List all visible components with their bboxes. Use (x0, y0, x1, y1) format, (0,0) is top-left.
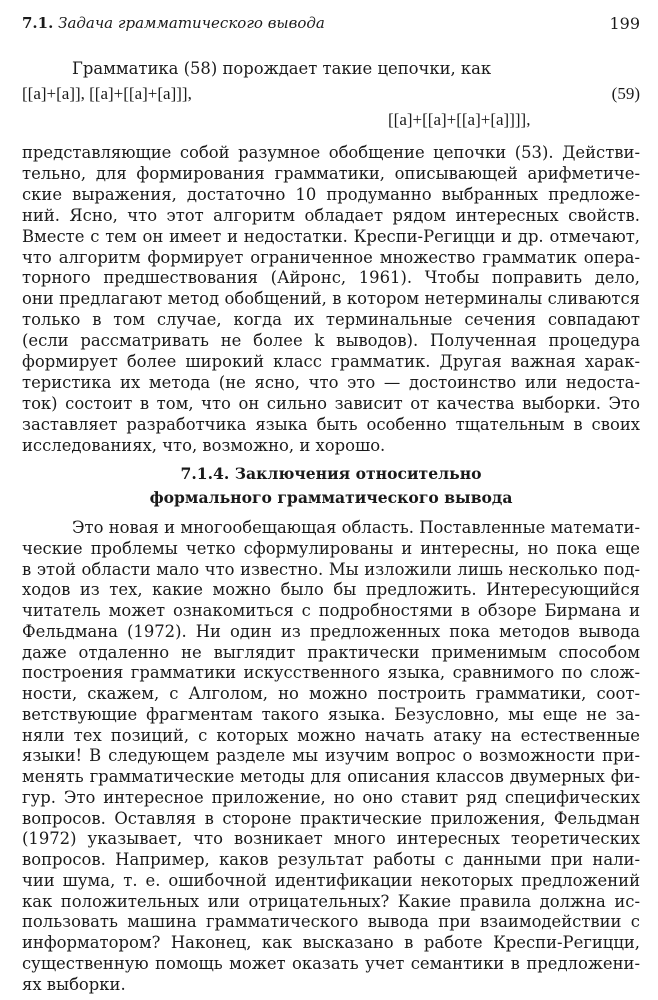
text-line: ветствующие фрагментам такого языка. Безусловно, мы еще не за- (22, 704, 640, 724)
text-line: гур. Это интересное приложение, но оно ставит ряд специфических (22, 787, 640, 807)
text-line: они предлагают метод обобщений, в котором нетерминалы сливаются (22, 289, 640, 309)
text-line: Вместе с тем он имеет и недостатки. Креспи-Регицци и др. отмечают, (22, 226, 640, 246)
text-line: даже отдаленно не выглядит практически применимым способом (22, 642, 640, 662)
text-line: что алгоритм формирует ограниченное множество грамматик опера- (22, 247, 640, 267)
text-line: ческие проблемы четко сформулированы и интересны, но пока еще (22, 538, 640, 558)
text-line: менять грамматические методы для описания классов двумерных фи- (22, 767, 640, 786)
text-line: исследованиях, что, возможно, и хорошо. (22, 435, 386, 455)
text-line: формирует более широкий класс грамматик. Другая важная харак- (22, 352, 640, 371)
formula-number: (59) (611, 84, 640, 103)
text-line: Фельдмана (1972). Ни один из предложенных пока методов вывода (22, 621, 640, 641)
text-line: теристика их метода (не ясно, что это — достоинство или недоста- (22, 372, 640, 392)
running-title-number: 7.1. (22, 14, 54, 32)
page-header (22, 10, 640, 40)
text-line: ности, скажем, с Алголом, но можно построить грамматики, соот- (22, 684, 640, 703)
text-line: Это новая и многообещающая область. Поставленные математи- (72, 518, 640, 537)
text-line: вопросов. Оставляя в стороне практические приложения, Фельдман (22, 808, 640, 828)
text-line: тельно, для формирования грамматики, описывающей арифметиче- (22, 163, 640, 183)
text-line: существенную помощь может оказать учет семантики в предложени- (22, 953, 640, 973)
section-heading-line-1: 7.1.4. Заключения относительно (180, 464, 482, 483)
text-line: ские выражения, достаточно 10 продуманно выбранных предложе- (22, 184, 640, 204)
text-line: как положительных или отрицательных? Какие правила должна ис- (22, 891, 640, 911)
text-line: ток) состоит в том, что он сильно зависит от качества выборки. Это (22, 393, 640, 413)
text-line: языки! В следующем разделе мы изучим вопрос о возможности при- (22, 746, 640, 766)
page-number: 199 (609, 14, 640, 33)
formula-line-1: [[a]+[a]], [[a]+[[a]+[a]]], (22, 84, 192, 103)
text-line: только в том случае, когда их терминальные сечения совпадают (22, 310, 640, 330)
text-line: ях выборки. (22, 974, 126, 994)
running-title-text: Задача грамматического вывода (58, 14, 325, 32)
text-line: (если рассматривать не более k выводов). Полученная процедура (22, 331, 640, 351)
text-line: представляющие собой разумное обобщение цепочки (53). Действи- (22, 143, 640, 162)
text-line: вопросов. Например, каков результат работы с данными при нали- (22, 850, 640, 869)
text-line: в этой области мало что известно. Мы изложили лишь несколько под- (22, 559, 640, 579)
text-line: торного предшествования (Айронс, 1961). Чтобы поправить дело, (22, 268, 640, 288)
section-heading-line-2: формального грамматического вывода (149, 488, 513, 507)
text-line: построения грамматики искусственного языка, сравнимого по слож- (22, 663, 640, 683)
intro-line: Грамматика (58) порождает такие цепочки, как (72, 59, 492, 78)
text-line: заставляет разработчика языка быть особенно тщательным в своих (22, 414, 640, 434)
text-line: (1972) указывает, что возникает много интересных теоретических (22, 829, 640, 849)
text-line: чии шума, т. е. ошибочной идентификации некоторых предложений (22, 870, 640, 890)
text-line: ний. Ясно, что этот алгоритм обладает рядом интересных свойств. (22, 205, 640, 225)
text-line: пользовать машина грамматического вывода при взаимодействии с (22, 912, 640, 932)
text-line: ходов из тех, какие можно было бы предложить. Интересующийся (22, 580, 640, 600)
text-line: читатель может ознакомиться с подробностями в обзоре Бирмана и (22, 601, 640, 620)
text-line: информатором? Наконец, как высказано в работе Креспи-Регицци, (22, 933, 640, 952)
formula-line-2: [[a]+[[a]+[[a]+[a]]]], (388, 110, 531, 129)
text-line: няли тех позиций, с которых можно начать атаку на естественные (22, 725, 640, 745)
running-title (22, 14, 325, 32)
